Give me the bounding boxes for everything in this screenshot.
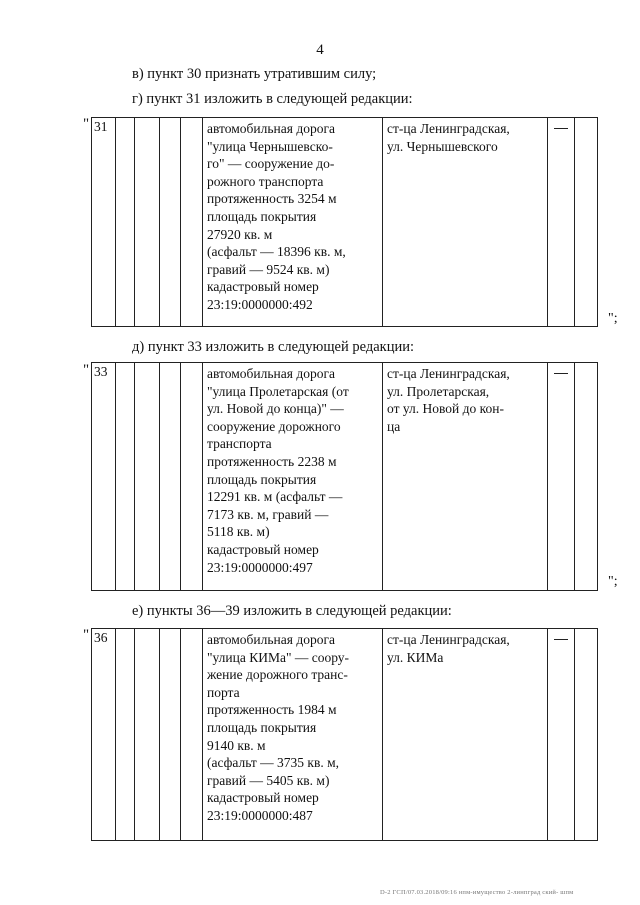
object-address bbox=[383, 629, 548, 841]
dash-mark bbox=[554, 639, 568, 640]
desc-line: 12291 кв. м (асфальт — bbox=[207, 489, 343, 505]
desc-line: го" — сооружение до- bbox=[207, 156, 335, 172]
dash-cell bbox=[548, 118, 575, 327]
desc-line: гравий — 5405 кв. м) bbox=[207, 772, 330, 788]
object-description bbox=[203, 629, 383, 841]
opening-quote: " bbox=[83, 627, 90, 643]
desc-line: "улица КИМа" — соору- bbox=[207, 649, 350, 665]
paragraph-g: г) пункт 31 изложить в следующей редакции: bbox=[132, 91, 413, 107]
paragraph-d: д) пункт 33 изложить в следующей редакции: bbox=[132, 339, 414, 355]
paragraph-e: е) пункты 36—39 изложить в следующей редакции: bbox=[132, 603, 452, 619]
row-number: 31 bbox=[92, 118, 116, 327]
empty-cell bbox=[181, 629, 203, 841]
desc-line: 9140 кв. м bbox=[207, 737, 266, 753]
empty-cell bbox=[575, 629, 598, 841]
desc-line: рожного транспорта bbox=[207, 173, 324, 189]
desc-line: протяженность 3254 м bbox=[207, 191, 337, 207]
dash-mark bbox=[554, 373, 568, 374]
empty-cell bbox=[116, 118, 135, 327]
addr-line: ул. Чернышевского bbox=[387, 138, 498, 154]
registry-table-row-36 bbox=[91, 628, 598, 841]
empty-cell bbox=[160, 118, 181, 327]
row-number: 36 bbox=[92, 629, 116, 841]
desc-line: 23:19:0000000:487 bbox=[207, 807, 313, 823]
desc-line: транспорта bbox=[207, 436, 272, 452]
empty-cell bbox=[575, 363, 598, 591]
empty-cell bbox=[181, 118, 203, 327]
closing-quote: "; bbox=[608, 311, 618, 326]
desc-line: автомобильная дорога bbox=[207, 632, 335, 647]
desc-line: площадь покрытия bbox=[207, 208, 317, 224]
object-description bbox=[203, 118, 383, 327]
desc-line: "улица Чернышевско- bbox=[207, 138, 333, 154]
desc-line: протяженность 2238 м bbox=[207, 453, 337, 469]
empty-cell bbox=[135, 118, 160, 327]
empty-cell bbox=[135, 629, 160, 841]
row-number: 33 bbox=[92, 363, 116, 591]
dash-mark bbox=[554, 128, 568, 129]
desc-line: кадастровый номер bbox=[207, 279, 319, 295]
desc-line: автомобильная дорога bbox=[207, 366, 335, 381]
desc-line: 27920 кв. м bbox=[207, 226, 273, 242]
addr-line: ст-ца Ленинградская, bbox=[387, 366, 510, 381]
empty-cell bbox=[135, 363, 160, 591]
desc-line: 7173 кв. м, гравий — bbox=[207, 506, 329, 522]
object-description bbox=[203, 363, 383, 591]
desc-line: площадь покрытия bbox=[207, 719, 317, 735]
dash-cell bbox=[548, 629, 575, 841]
desc-line: (асфальт — 18396 кв. м, bbox=[207, 244, 346, 260]
empty-cell bbox=[160, 363, 181, 591]
desc-line: жение дорожного транс- bbox=[207, 667, 348, 683]
page-number: 4 bbox=[316, 42, 324, 58]
empty-cell bbox=[116, 629, 135, 841]
empty-cell bbox=[181, 363, 203, 591]
desc-line: "улица Пролетарская (от bbox=[207, 383, 349, 399]
addr-line: ул. Пролетарская, bbox=[387, 383, 490, 399]
addr-line: от ул. Новой до кон- bbox=[387, 401, 504, 417]
desc-line: гравий — 9524 кв. м) bbox=[207, 261, 330, 277]
paragraph-v: в) пункт 30 признать утратившим силу; bbox=[132, 66, 377, 82]
closing-quote: "; bbox=[608, 574, 618, 589]
desc-line: кадастровый номер bbox=[207, 541, 319, 557]
object-address bbox=[383, 363, 548, 591]
desc-line: сооружение дорожного bbox=[207, 418, 341, 434]
desc-line: 23:19:0000000:492 bbox=[207, 296, 313, 312]
desc-line: площадь покрытия bbox=[207, 471, 317, 487]
addr-line: ст-ца Ленинградская, bbox=[387, 121, 510, 136]
registry-table-row-33 bbox=[91, 362, 598, 591]
empty-cell bbox=[116, 363, 135, 591]
desc-line: кадастровый номер bbox=[207, 790, 319, 806]
addr-line: ца bbox=[387, 418, 401, 434]
desc-line: ул. Новой до конца)" — bbox=[207, 401, 344, 417]
desc-line: автомобильная дорога bbox=[207, 121, 335, 136]
opening-quote: " bbox=[83, 116, 90, 132]
empty-cell bbox=[160, 629, 181, 841]
document-footer: D-2 ГСП/07.03.2018/09:16 нпм-имущество 2-линпград ский- шпм bbox=[380, 889, 574, 896]
desc-line: 23:19:0000000:497 bbox=[207, 559, 313, 575]
opening-quote: " bbox=[83, 362, 90, 378]
dash-cell bbox=[548, 363, 575, 591]
desc-line: 5118 кв. м) bbox=[207, 524, 270, 540]
desc-line: протяженность 1984 м bbox=[207, 702, 337, 718]
addr-line: ул. КИМа bbox=[387, 649, 444, 665]
object-address bbox=[383, 118, 548, 327]
desc-line: (асфальт — 3735 кв. м, bbox=[207, 755, 340, 771]
empty-cell bbox=[575, 118, 598, 327]
addr-line: ст-ца Ленинградская, bbox=[387, 632, 510, 647]
registry-table-row-31 bbox=[91, 117, 598, 327]
desc-line: порта bbox=[207, 684, 240, 700]
